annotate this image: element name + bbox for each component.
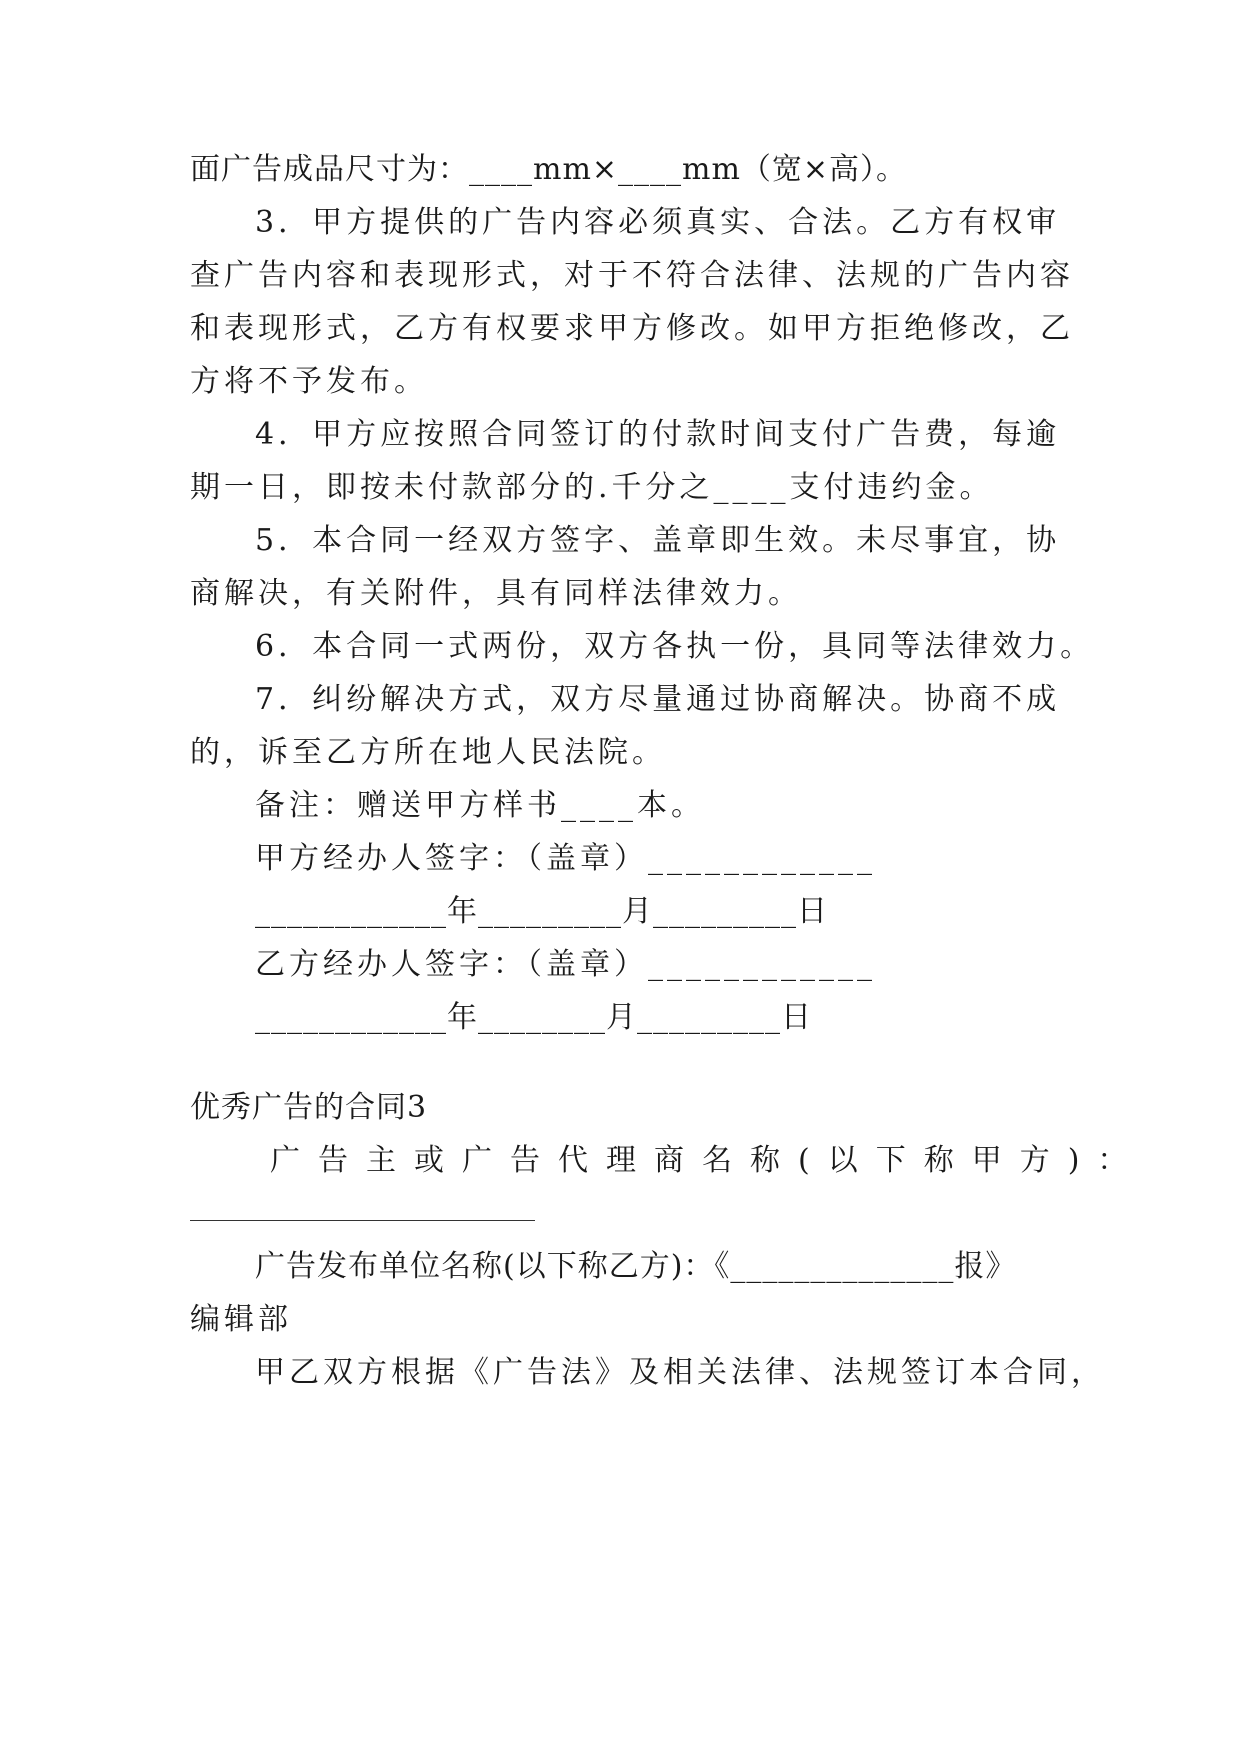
text-line: 6．本合同一式两份，双方各执一份，具同等法律效力。 [255,629,1095,664]
text-line: 甲乙双方根据《广告法》及相关法律、法规签订本合同， [255,1355,1105,1390]
date-line: ____________年________月_________日 [255,1000,812,1035]
text-line: 3．甲方提供的广告内容必须真实、合法。乙方有权审 [255,205,1061,240]
date-line: ____________年_________月_________日 [255,894,828,929]
text-line: 广告发布单位名称(以下称乙方)：《______________报》 [255,1249,1017,1284]
signature-line: 甲方经办人签字：（盖章）____________ [255,841,876,876]
text-line: 方将不予发布。 [190,364,428,399]
text-line: 和表现形式，乙方有权要求甲方修改。如甲方拒绝修改，乙 [190,311,1074,346]
section-title: 优秀广告的合同3 [190,1090,428,1125]
text-line: 5．本合同一经双方签字、盖章即生效。未尽事宜，协 [255,523,1061,558]
text-line: 备注：赠送甲方样书____本。 [255,788,705,823]
text-line: 期一日，即按未付款部分的.千分之____支付违约金。 [190,470,994,505]
text-line: 的，诉至乙方所在地人民法院。 [190,735,666,770]
text-line: 面广告成品尺寸为：____mm×____mm（宽×高）。 [190,152,908,187]
text-line: 商解决，有关附件，具有同样法律效力。 [190,576,802,611]
signature-line: 乙方经办人签字：（盖章）____________ [255,947,876,982]
text-line: 编辑部 [190,1302,292,1337]
party-a-line [270,1141,1146,1181]
text-line: 7．纠纷解决方式，双方尽量通过协商解决。协商不成 [255,682,1061,717]
text-line: 查广告内容和表现形式，对于不符合法律、法规的广告内容 [190,258,1074,293]
party-a-label: 广告主或广告代理商名称(以下称甲方)： [270,1143,1146,1178]
text-line: 4．甲方应按照合同签订的付款时间支付广告费，每逾 [255,417,1061,452]
blank-underline [190,1220,535,1221]
